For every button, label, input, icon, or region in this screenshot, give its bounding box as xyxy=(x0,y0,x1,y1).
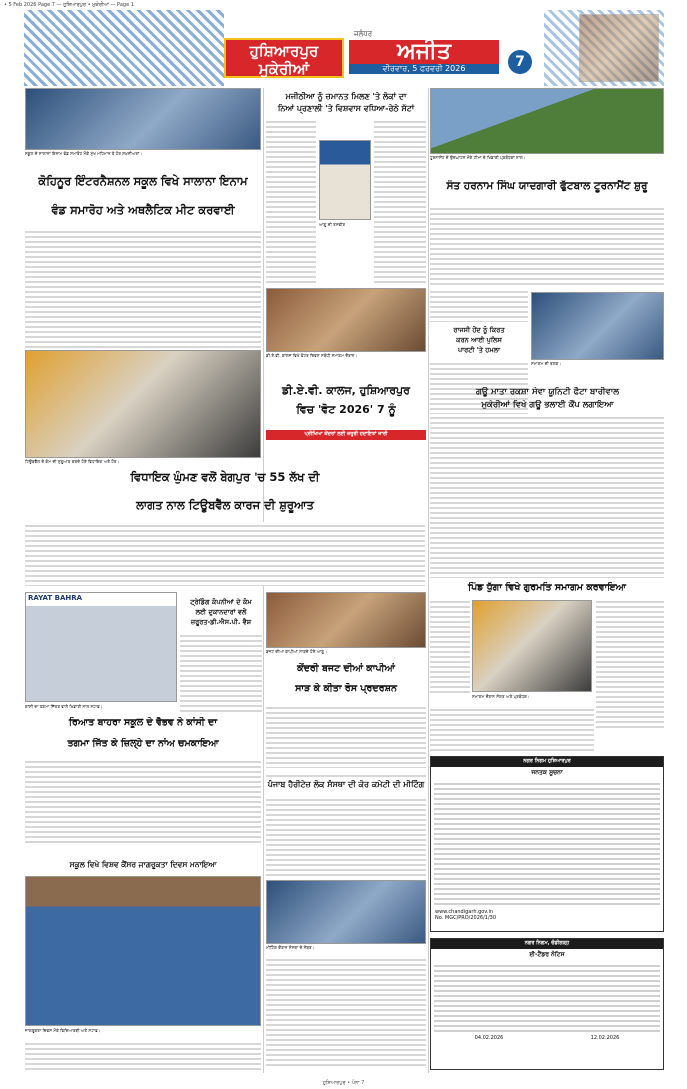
city-badge xyxy=(224,38,344,78)
trading-headline-3: ਜ਼ਰੂਰਤ-ਡੀ.ਐਸ.ਪੀ. ਵੈਸ਼ xyxy=(190,618,252,626)
dav-photo xyxy=(266,288,426,352)
cancer-headline: ਸਕੂਲ ਵਿਖੇ ਵਿਸ਼ਵ ਕੈਂਸਰ ਜਾਗਰੂਕਤਾ ਦਿਵਸ ਮਨਾਇਆ xyxy=(69,860,217,869)
newspaper-logo xyxy=(349,40,499,74)
page-number: 7 xyxy=(508,50,532,74)
tubewell-headline-2: ਲਾਗਤ ਨਾਲ ਟਿਊਬਵੈੱਲ ਕਾਰਜ ਦੀ ਸ਼ੁਰੂਆਤ xyxy=(136,498,314,512)
budget-body-end xyxy=(266,772,426,778)
trading-body xyxy=(180,632,262,714)
tender-date-1: 04.02.2026 xyxy=(474,1035,504,1041)
ceremony-caption: ਸਮਾਗਮ ਦੀ ਝਲਕ। xyxy=(531,361,562,366)
rayat-headline-2: ਤਗਮਾ ਜਿੱਤ ਕੇ ਜ਼ਿਲ੍ਹੇ ਦਾ ਨਾਂਅ ਚਮਕਾਇਆ xyxy=(67,738,219,749)
trading-headline-2: ਲਈ ਦੁਕਾਨਦਾਰਾਂ ਵਲੋਂ xyxy=(195,608,247,616)
tubewell-headline: ਵਿਧਾਇਕ ਘੁੰਮਣ ਵਲੋਂ ਬੇਗਪੁਰ 'ਚ 55 ਲੱਖ ਦੀ xyxy=(130,470,320,484)
kohinoor-caption: ਸਕੂਲ ਦੇ ਸਾਲਾਨਾ ਇਨਾਮ ਵੰਡ ਸਮਾਰੋਹ ਮੌਕੇ ਮੁੱਖ ਮਹਿਮਾਨ ਤੇ ਹੋਰ ਸ਼ਖ਼ਸੀਅਤਾਂ। xyxy=(25,151,143,156)
tender-dates xyxy=(431,1035,663,1041)
tender-date-2: 12.02.2026 xyxy=(590,1035,620,1041)
gurmat-name-list xyxy=(596,598,664,728)
gurmat-body xyxy=(430,706,594,754)
edition-label: ਜਲੰਧਰ xyxy=(354,30,373,38)
cancer-body xyxy=(25,1040,261,1070)
majithia-headline-2: ਨਿਆਂ ਪ੍ਰਣਾਲੀ 'ਤੇ ਵਿਸ਼ਵਾਸ ਵਧਿਆ-ਰੇਠੇ ਸੱਟਾਂ xyxy=(277,104,415,113)
police-headline-2: ਕਰਨ ਆਈ ਪੁਲਿਸ xyxy=(456,336,502,344)
bottom-strip: ਹੁਸ਼ਿਆਰਪੁਰ • ਪੰਨਾ 7 xyxy=(322,1080,365,1086)
gurmat-headline: ਪਿੰਡ ਧੁੱਗਾ ਵਿਖੇ ਗੁਰਮਤਿ ਸਮਾਗਮ ਕਰਵਾਇਆ xyxy=(468,582,626,593)
kohinoor-headline: ਕੋਹਿਨੂਰ ਇੰਟਰਨੈਸ਼ਨਲ ਸਕੂਲ ਵਿਖੇ ਸਾਲਾਨਾ ਇਨਾਮ xyxy=(38,174,248,188)
police-body-top xyxy=(430,288,528,322)
heritage-building-image xyxy=(579,14,659,82)
issue-date: ਵੀਰਵਾਰ, 5 ਫਰਵਰੀ 2026 xyxy=(349,64,499,74)
rayat-headline: ਰਿਆਤ ਬਾਹਰਾ ਸਕੂਲ ਦੇ ਵੈਭਵ ਨੇ ਕਾਂਸੀ ਦਾ xyxy=(68,717,218,728)
kohinoor-photo xyxy=(25,88,261,150)
majithia-portrait xyxy=(319,140,371,220)
tender-ad xyxy=(430,938,664,1070)
budget-caption: ਬਜਟ ਦੀਆਂ ਕਾਪੀਆਂ ਸਾੜਦੇ ਹੋਏ ਆਗੂ। xyxy=(266,649,328,654)
football-caption: ਟੂਰਨਾਮੈਂਟ ਦੇ ਉਦਘਾਟਨ ਮੌਕੇ ਟੀਮਾਂ ਦੇ ਖਿਡਾਰੀ ਪ੍ਰਬੰਧਕਾਂ ਨਾਲ। xyxy=(430,155,526,160)
football-photo xyxy=(430,88,664,154)
football-headline: ਸੰਤ ਹਰਨਾਮ ਸਿੰਘ ਯਾਦਗਾਰੀ ਫੁੱਟਬਾਲ ਟੂਰਨਾਮੈਂਟ ਸ਼ੁਰੂ xyxy=(446,180,648,192)
rayat-body xyxy=(25,758,261,846)
gurmat-photo xyxy=(472,600,592,692)
notice-subtitle: ਜਨਤਕ ਸੂਚਨਾ xyxy=(531,769,563,776)
budget-body xyxy=(266,704,426,768)
gurmat-body-left xyxy=(430,598,470,694)
rayat-photo xyxy=(25,592,177,702)
cancer-photo xyxy=(25,876,261,1026)
masthead-pattern xyxy=(24,10,224,86)
tender-body xyxy=(434,962,660,1032)
budget-photo xyxy=(266,592,426,648)
notice-ref: No. MGC/PRO/2026/1/30 xyxy=(435,915,497,921)
majithia-body-col-1 xyxy=(266,118,316,284)
gaushala-headline: ਗਊ ਮਾਤਾ ਰਕਸ਼ਾ ਸੇਵਾ ਯੂਨਿਟੀ ਫੈਟਾ ਬਾਰੀਵਾਲ xyxy=(475,387,620,397)
cancer-caption: ਜਾਗਰੂਕਤਾ ਦਿਵਸ ਮੌਕੇ ਵਿਦਿਆਰਥੀ ਅਤੇ ਸਟਾਫ਼। xyxy=(25,1028,101,1033)
majithia-headline: ਮਜੀਠੀਆ ਨੂੰ ਜ਼ਮਾਨਤ ਮਿਲਣ 'ਤੇ ਲੋਕਾਂ ਦਾ xyxy=(285,92,407,101)
budget-headline-2: ਸਾੜ ਕੇ ਕੀਤਾ ਰੋਸ ਪ੍ਰਦਰਸ਼ਨ xyxy=(295,683,397,694)
majithia-body-col-2 xyxy=(374,118,426,284)
column-divider xyxy=(428,88,429,1073)
dav-headline-2: ਵਿਚ 'ਵੋਟ 2026' 7 ਨੂੰ xyxy=(296,403,396,416)
public-notice-ad xyxy=(430,756,664,932)
heritage-caption: ਮੀਟਿੰਗ ਦੌਰਾਨ ਸੰਸਥਾ ਦੇ ਮੈਂਬਰ। xyxy=(266,945,315,950)
dav-caption: ਡੀ.ਏ.ਵੀ. ਕਾਲਜ ਵਿਖੇ ਵੋਟਰ ਦਿਵਸ ਸਬੰਧੀ ਸਮਾਗਮ ਦੌਰਾਨ। xyxy=(266,353,358,358)
newspaper-title: ਅਜੀਤ xyxy=(397,39,451,64)
tubewell-photo xyxy=(25,350,261,458)
city-line-1: ਹੁਸ਼ਿਆਰਪੁਰ xyxy=(249,42,319,60)
notice-body xyxy=(434,780,660,906)
police-headline-3: ਪਾਰਟੀ 'ਤੇ ਹਮਲਾ xyxy=(458,346,500,354)
gaushala-headline-2: ਮੁਕੇਰੀਆਂ ਵਿਖੇ ਗਊ ਭਲਾਈ ਕੈਂਪ ਲਗਾਇਆ xyxy=(481,400,614,410)
kohinoor-headline-2: ਵੰਡ ਸਮਾਰੋਹ ਅਤੇ ਅਥਲੈਟਿਕ ਮੀਟ ਕਰਵਾਈ xyxy=(51,203,235,217)
heritage-photo xyxy=(266,880,426,944)
budget-headline: ਕੇਂਦਰੀ ਬਜਟ ਦੀਆਂ ਕਾਪੀਆਂ xyxy=(297,663,395,674)
heritage-headline: ਪੰਜਾਬ ਹੈਰੀਟੇਜ਼ ਲੋਕ ਸੰਸਥਾ ਦੀ ਕੋਰ ਕਮੇਟੀ ਦੀ ਮੀਟਿੰਗ xyxy=(267,780,425,789)
city-line-2: ਮੁਕੇਰੀਆਂ xyxy=(258,60,310,78)
trading-headline: ਟ੍ਰੇਡਿੰਗ ਕੰਪਨੀਆਂ ਦੇ ਕੰਮ xyxy=(190,598,252,606)
tender-subtitle: ਈ-ਟੈਂਡਰ ਨੋਟਿਸ xyxy=(529,951,565,958)
football-body xyxy=(430,205,664,285)
print-info-strip: • 5 Feb 2026 Page 7 — ਹੁਸ਼ਿਆਰਪੁਰ • ਮੁਕੇਰੀਆਂ — Page 1 xyxy=(4,2,134,8)
tubewell-caption: ਟਿਊਬਵੈੱਲ ਦੇ ਕੰਮ ਦੀ ਸ਼ੁਰੂਆਤ ਕਰਦੇ ਹੋਏ ਵਿਧਾਇਕ ਅਤੇ ਹੋਰ। xyxy=(25,459,120,464)
heritage-body-2 xyxy=(266,956,426,1066)
gaushala-body xyxy=(430,414,664,578)
notice-website: www.chandigarh.gov.in xyxy=(435,909,494,915)
heritage-body xyxy=(266,796,426,876)
tender-title: ਨਗਰ ਨਿਗਮ, ਚੰਡੀਗੜ੍ਹ xyxy=(431,939,663,949)
masthead xyxy=(24,10,664,86)
majithia-portrait-caption: ਆਗੂ ਦੀ ਤਸਵੀਰ xyxy=(319,222,346,227)
rayat-caption: ਕਾਂਸੀ ਦਾ ਤਗਮਾ ਜਿੱਤਣ ਵਾਲੇ ਖਿਡਾਰੀ ਨਾਲ ਸਟਾਫ਼। xyxy=(25,704,103,709)
exam-notice-bar: ਪ੍ਰੀਖਿਆ ਕੇਂਦਰਾਂ ਲਈ ਜ਼ਰੂਰੀ ਹਦਾਇਤਾਂ ਜਾਰੀ xyxy=(266,430,426,440)
gurmat-caption: ਸਮਾਗਮ ਦੌਰਾਨ ਸੰਗਤ ਅਤੇ ਪ੍ਰਬੰਧਕ। xyxy=(472,694,530,699)
rayat-banner: RAYAT BAHRA xyxy=(28,594,83,602)
kohinoor-body xyxy=(25,228,261,348)
ceremony-photo xyxy=(531,292,664,360)
police-headline: ਰਾਜਸੀ ਹੋਂਦ ਨੂੰ ਕਿਰਤ xyxy=(453,326,505,334)
tubewell-body xyxy=(25,522,425,586)
dav-headline: ਡੀ.ਏ.ਵੀ. ਕਾਲਜ, ਹੁਸ਼ਿਆਰਪੁਰ xyxy=(282,384,410,397)
notice-title: ਨਗਰ ਨਿਗਮ ਹੁਸ਼ਿਆਰਪੁਰ xyxy=(431,757,663,767)
